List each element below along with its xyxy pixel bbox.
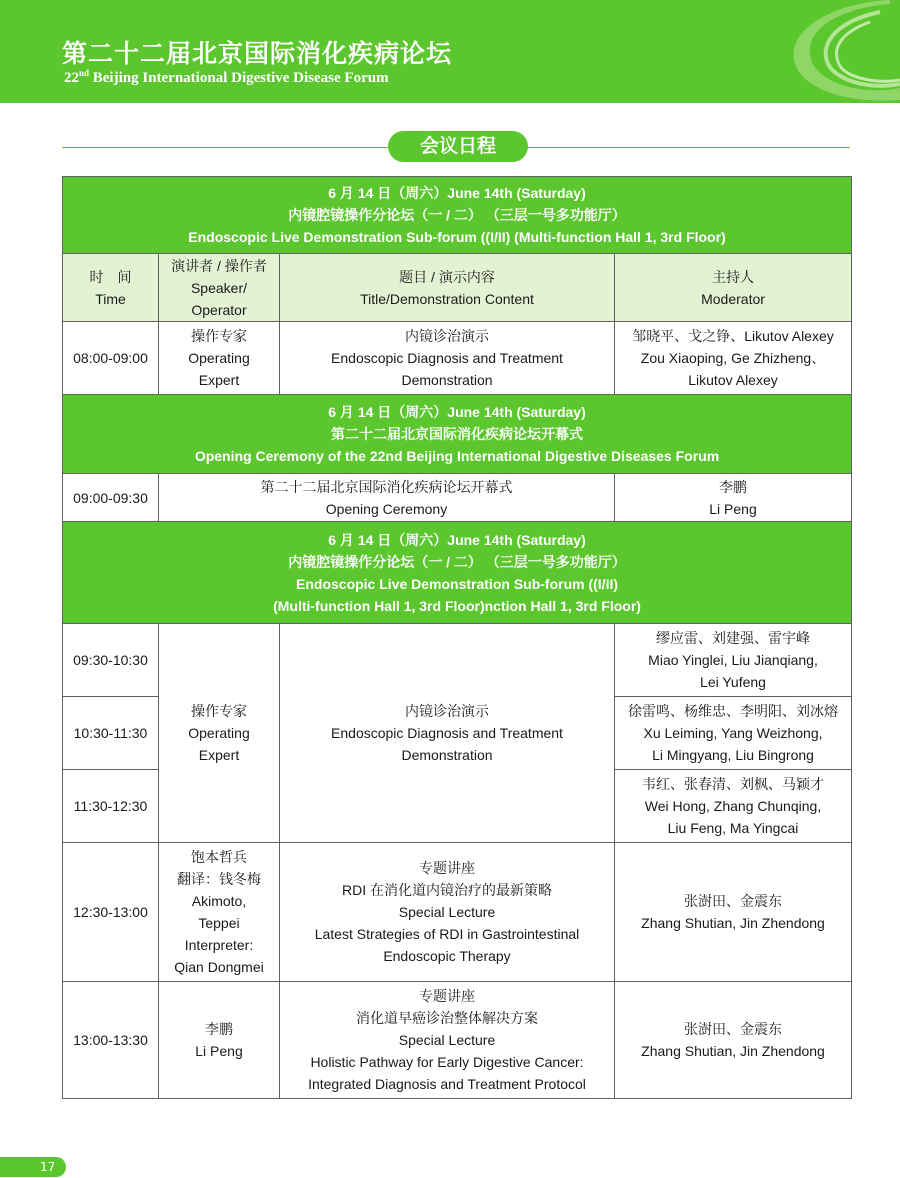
session-banner-cell xyxy=(63,522,852,624)
banner-title-en: Endoscopic Live Demonstration Sub-forum ((I/II) xyxy=(296,575,619,592)
time-cell: 11:30-12:30 xyxy=(63,770,159,843)
time-cell: 10:30-11:30 xyxy=(63,697,159,770)
table-row xyxy=(63,624,852,697)
banner-date: 6 月 14 日（周六）June 14th (Saturday) xyxy=(328,531,586,548)
speaker-cell: 操作专家 Operating Expert xyxy=(159,322,280,395)
table-row xyxy=(63,322,852,395)
title-cell: 专题讲座 消化道早癌诊治整体解决方案 Special Lecture Holistic Pathway for Early Digestive Cancer: Integrated Diagnosis and Treatment Protocol xyxy=(280,982,615,1099)
moderator-cell: 徐雷鸣、杨维忠、李明阳、刘冰熔 Xu Leiming, Yang Weizhong, Li Mingyang, Liu Bingrong xyxy=(615,697,852,770)
section-title: 会议日程 xyxy=(388,131,528,162)
header-bar xyxy=(0,0,900,103)
title-cell: 内镜诊治演示 Endoscopic Diagnosis and Treatment Demonstration xyxy=(280,322,615,395)
moderator-cell: 李鹏 Li Peng xyxy=(615,474,852,522)
time-cell: 09:30-10:30 xyxy=(63,624,159,697)
time-cell: 12:30-13:00 xyxy=(63,843,159,982)
time-cell: 13:00-13:30 xyxy=(63,982,159,1099)
swoosh-logo-icon xyxy=(730,0,900,103)
banner-date: 6 月 14 日（周六）June 14th (Saturday) xyxy=(328,185,586,201)
title-cell: 专题讲座 RDI 在消化道内镜治疗的最新策略 Special Lecture Latest Strategies of RDI in Gastrointestinal Endoscopic Therapy xyxy=(280,843,615,982)
moderator-cell: 张澍田、金震东 Zhang Shutian, Jin Zhendong xyxy=(615,982,852,1099)
forum-title-en: 22nd Beijing International Digestive Disease Forum xyxy=(64,68,389,86)
banner-title-en: Endoscopic Live Demonstration Sub-forum ((I/II) (Multi-function Hall 1, 3rd Floor) xyxy=(188,229,726,245)
session-banner-cell xyxy=(63,395,852,474)
banner-title-cn: 第二十二届北京国际消化疾病论坛开幕式 xyxy=(331,426,583,442)
banner-title-cn: 内镜腔镜操作分论坛（一 / 二） （三层一号多功能厅） xyxy=(288,553,626,570)
forum-title-cn: 第二十二届北京国际消化疾病论坛 xyxy=(62,39,453,68)
moderator-cell: 张澍田、金震东 Zhang Shutian, Jin Zhendong xyxy=(615,843,852,982)
header-speaker: 演讲者 / 操作者 Speaker/ Operator xyxy=(159,254,280,322)
page-number: 17 xyxy=(0,1157,66,1177)
title-cell: 第二十二届北京国际消化疾病论坛开幕式 Opening Ceremony xyxy=(159,474,615,522)
banner-title-en: Opening Ceremony of the 22nd Beijing International Digestive Diseases Forum xyxy=(194,448,720,464)
speaker-cell: 饱本哲兵 翻译：钱冬梅 Akimoto, Teppei Interpreter: Qian Dongmei xyxy=(159,843,280,982)
time-cell: 08:00-09:00 xyxy=(63,322,159,395)
table-row xyxy=(63,843,852,982)
time-cell: 09:00-09:30 xyxy=(63,474,159,522)
header-title: 题目 / 演示内容 Title/Demonstration Content xyxy=(280,254,615,322)
banner-title-cn: 内镜腔镜操作分论坛（一 / 二） （三层一号多功能厅） xyxy=(288,207,626,223)
header-time: 时 间 Time xyxy=(63,254,159,322)
table-row xyxy=(63,982,852,1099)
speaker-cell: 李鹏 Li Peng xyxy=(159,982,280,1099)
session-banner xyxy=(63,395,852,474)
moderator-cell: 缪应雷、刘建强、雷宇峰 Miao Yinglei, Liu Jianqiang, Lei Yufeng xyxy=(615,624,852,697)
column-header-row xyxy=(63,254,852,322)
session-banner xyxy=(63,522,852,624)
banner-title-en-cont: (Multi-function Hall 1, 3rd Floor)nction Hall 1, 3rd Floor) xyxy=(273,597,641,614)
schedule-table xyxy=(62,176,852,1099)
moderator-cell: 邹晓平、戈之铮、Likutov Alexey Zou Xiaoping, Ge Zhizheng、 Likutov Alexey xyxy=(615,322,852,395)
speaker-cell: 操作专家 Operating Expert xyxy=(159,624,280,843)
session-banner-cell xyxy=(63,177,852,254)
title-cell: 内镜诊治演示 Endoscopic Diagnosis and Treatment Demonstration xyxy=(280,624,615,843)
moderator-cell: 韦红、张春清、刘枫、马颖才 Wei Hong, Zhang Chunqing, Liu Feng, Ma Yingcai xyxy=(615,770,852,843)
header-moderator: 主持人 Moderator xyxy=(615,254,852,322)
session-banner xyxy=(63,177,852,254)
banner-date: 6 月 14 日（周六）June 14th (Saturday) xyxy=(328,404,586,420)
table-row xyxy=(63,474,852,522)
